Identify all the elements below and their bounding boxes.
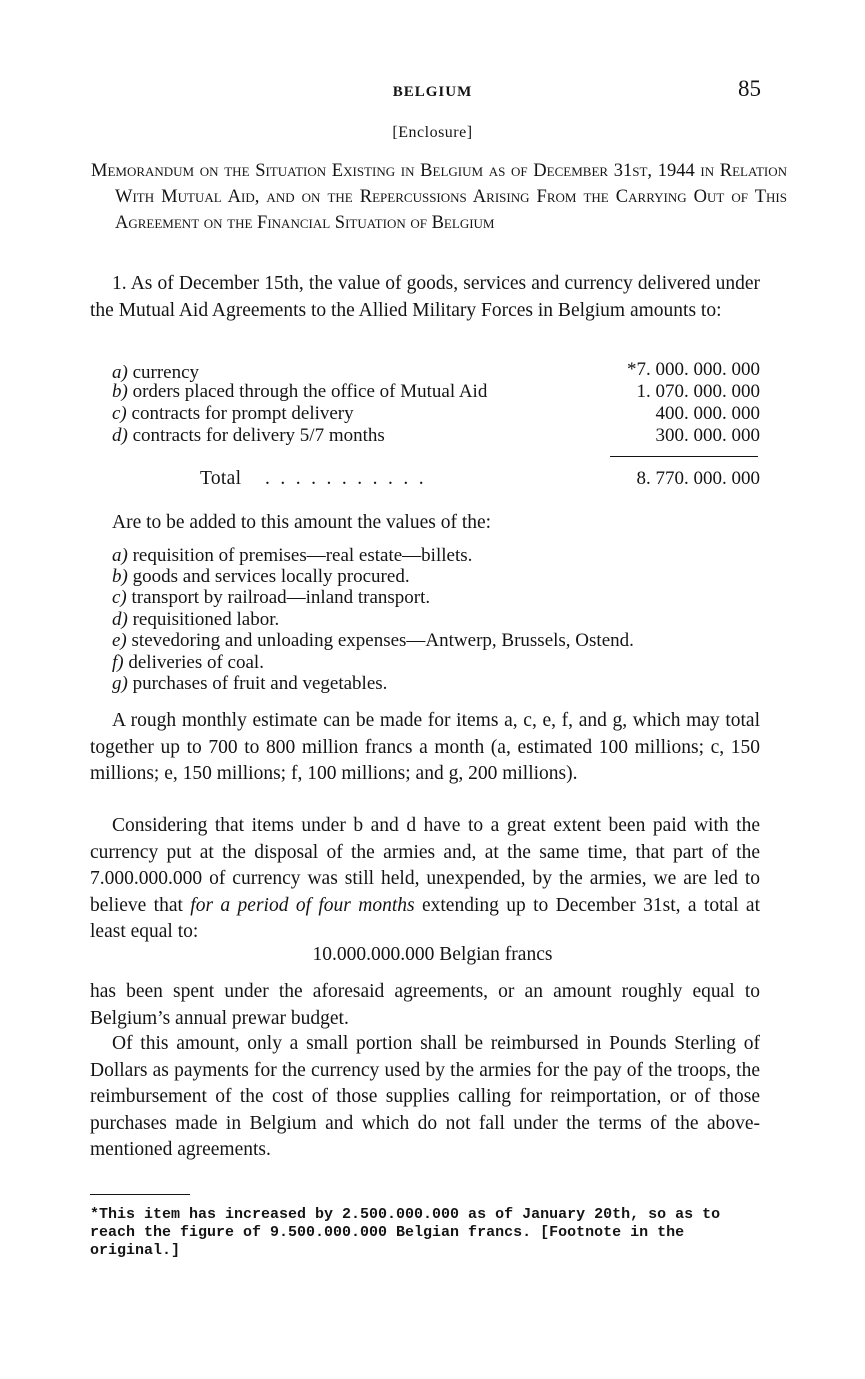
added-item-e — [112, 630, 634, 652]
amount-letter: c) — [112, 403, 127, 424]
amount-value-b: 1. 070. 000. 000 — [636, 381, 760, 402]
added-item-d — [112, 609, 279, 631]
added-item-b — [112, 566, 410, 588]
added-item-c — [112, 587, 430, 609]
amount-value-a: *7. 000. 000. 000 — [627, 359, 760, 380]
item-letter: g) — [112, 673, 128, 694]
running-title: BELGIUM — [392, 84, 473, 100]
amount-letter: b) — [112, 381, 128, 402]
centered-amount: 10.000.000.000 Belgian francs — [312, 944, 553, 965]
footnote-rule — [90, 1194, 190, 1195]
considering-text-b: extending up to December 31st, a total at least equal to: — [90, 894, 761, 942]
amount-label: currency — [132, 362, 200, 383]
amount-row-c — [112, 403, 354, 425]
item-letter: d) — [112, 609, 128, 630]
page-number: 85 — [738, 76, 761, 101]
amount-letter: d) — [112, 425, 128, 446]
amount-letter: a) — [112, 362, 128, 383]
footnote: *This item has increased by 2.500.000.000 as of January 20th, so as to reach the figure of 9.500.000.000 Belgian francs. [Footnote in the original.] — [90, 1206, 721, 1259]
item-label: stevedoring and unloading expenses—Antwerp, Brussels, Ostend. — [131, 630, 634, 651]
item-label: requisition of premises—real estate—billets. — [132, 545, 473, 566]
item-label: purchases of fruit and vegetables. — [132, 673, 388, 694]
memo-title: Memorandum on the Situation Existing in Belgium as of December 31st, 1944 in Relation With Mutual Aid, and on the Repercussions Arising From the Carrying Out of This Agreement on the Financial Situation of Belgium — [91, 161, 787, 233]
item-letter: a) — [112, 545, 128, 566]
added-item-a — [112, 545, 472, 567]
amount-row-b — [112, 381, 487, 403]
total-label: Total — [200, 468, 242, 489]
item-letter: b) — [112, 566, 128, 587]
paragraph-considering — [90, 813, 760, 946]
amount-label: orders placed through the office of Mutual Aid — [132, 381, 488, 402]
amount-value-d: 300. 000. 000 — [655, 425, 760, 446]
paragraph-estimate: A rough monthly estimate can be made for items a, c, e, f, and g, which may total together up to 700 to 800 million francs a month (a, estimated 100 millions; c, 150 millions; e, 150 millions; f, 100 millions; and g, 200 millions). — [90, 710, 760, 784]
item-label: goods and services locally procured. — [132, 566, 410, 587]
enclosure-label: [Enclosure] — [392, 124, 473, 141]
amount-value-c: 400. 000. 000 — [655, 403, 760, 424]
item-letter: e) — [112, 630, 127, 651]
added-intro: Are to be added to this amount the values of the: — [112, 512, 492, 533]
total-value: 8. 770. 000. 000 — [636, 468, 760, 489]
total-rule — [610, 456, 758, 457]
item-label: requisitioned labor. — [132, 609, 280, 630]
item-letter: c) — [112, 587, 127, 608]
item-label: deliveries of coal. — [128, 652, 264, 673]
paragraph-spent: has been spent under the aforesaid agreements, or an amount roughly equal to Belgium’s annual prewar budget. — [90, 981, 760, 1029]
amount-row-d — [112, 425, 385, 447]
item-label: transport by railroad—inland transport. — [131, 587, 431, 608]
total-leader-dots: ........... — [265, 468, 435, 489]
item-letter: f) — [112, 652, 124, 673]
considering-emphasis: for a period of four months — [190, 894, 415, 916]
amount-label: contracts for prompt delivery — [131, 403, 354, 424]
paragraph-reimburse: Of this amount, only a small portion shall be reimbursed in Pounds Sterling of Dollars as payments for the currency used by the armies for the pay of the troops, the reimbursement of the cost of those supplies calling for reimportation, or of those purchases made in Belgium and which do not fall under the terms of the above-mentioned agreements. — [90, 1033, 760, 1160]
amount-label: contracts for delivery 5/7 months — [132, 425, 385, 446]
considering-text-a: Considering that items under b and d have to a great extent been paid with the currency put at the disposal of the armies and, at the same time, that part of the 7.000.000.000 of currency was still held, unexpended, by the armies, we are led to believe that — [90, 815, 760, 916]
added-item-g — [112, 673, 387, 695]
added-item-f — [112, 652, 264, 674]
paragraph-1: 1. As of December 15th, the value of goods, services and currency delivered under the Mutual Aid Agreements to the Allied Military Forces in Belgium amounts to: — [90, 273, 760, 321]
